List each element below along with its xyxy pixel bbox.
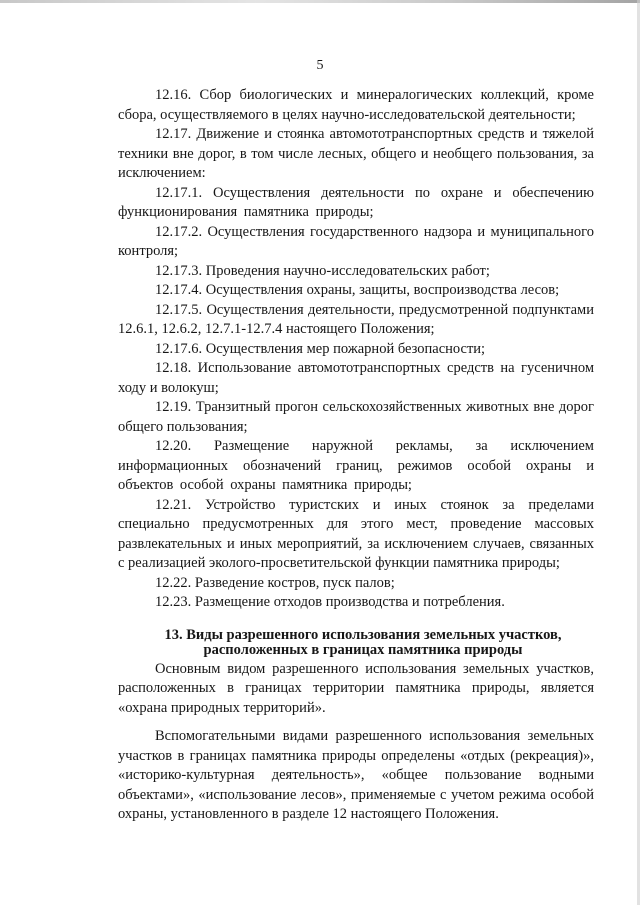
paragraph-12-17: 12.17. Движение и стоянка автомототранспортных средств и тяжелой техники вне дорог, в том числе лесных, общего и необщего пользования, за исключением: [118,126,594,181]
scan-edge-top [0,0,640,3]
paragraph-13-main-use: Основным видом разрешенного использования земельных участков, расположенных в границах территории памятника природы, является «охрана природных территорий». [118,660,594,716]
paragraph-12-17-1: 12.17.1. Осуществления деятельности по охране и обеспечению функционирования памятника природы; [118,184,594,220]
section-13-heading-line-2: расположенных в границах памятника природы [203,641,523,658]
section-13-heading [118,628,594,658]
paragraph-12-22: 12.22. Разведение костров, пуск палов; [155,574,395,591]
document-body [118,86,594,825]
paragraph-12-17-3: 12.17.3. Проведения научно-исследовательских работ; [155,262,490,279]
paragraph-12-17-6: 12.17.6. Осуществления мер пожарной безопасности; [155,340,486,357]
paragraph-12-17-4: 12.17.4. Осуществления охраны, защиты, воспроизводства лесов; [155,282,560,298]
paragraph-12-17-2: 12.17.2. Осуществления государственного надзора и муниципального контроля; [118,223,594,259]
paragraph-12-20: 12.20. Размещение наружной рекламы, за исключением информационных обозначений границ, режимов особой охраны и объектов особой охраны памятника природы; [118,438,594,493]
paragraph-12-19: 12.19. Транзитный прогон сельскохозяйственных животных вне дорог общего пользования; [118,399,594,435]
paragraph-12-18: 12.18. Использование автомототранспортных средств на гусеничном ходу и волокуш; [118,360,594,396]
paragraph-12-16: 12.16. Сбор биологических и минералогических коллекций, кроме сбора, осуществляемого в целях научно-исследовательской деятельности; [118,87,594,123]
page-number: 5 [316,58,324,73]
paragraph-12-23: 12.23. Размещение отходов производства и потребления. [155,594,505,610]
section-13-heading-line-1: 13. Виды разрешенного использования земельных участков, [164,626,562,643]
paragraph-12-17-5: 12.17.5. Осуществления деятельности, предусмотренной подпунктами 12.6.1, 12.6.2, 12.7.1-12.7.4 настоящего Положения; [118,301,594,337]
paragraph-13-auxiliary-use: Вспомогательными видами разрешенного использования земельных участков в границах памятника природы определены «отдых (рекреация)», «историко-культурная деятельность», «общее пользование водными объектами», «использование лесов», применяемые с учетом режима особой охраны, установленного в разделе 12 настоящего Положения. [118,728,594,822]
paragraph-12-21: 12.21. Устройство туристских и иных стоянок за пределами специально предусмотренных для этого мест, проведение массовых развлекательных и иных мероприятий, за исключением случаев, связанных с реализацией эколого-просветительской функции памятника природы; [118,496,594,571]
